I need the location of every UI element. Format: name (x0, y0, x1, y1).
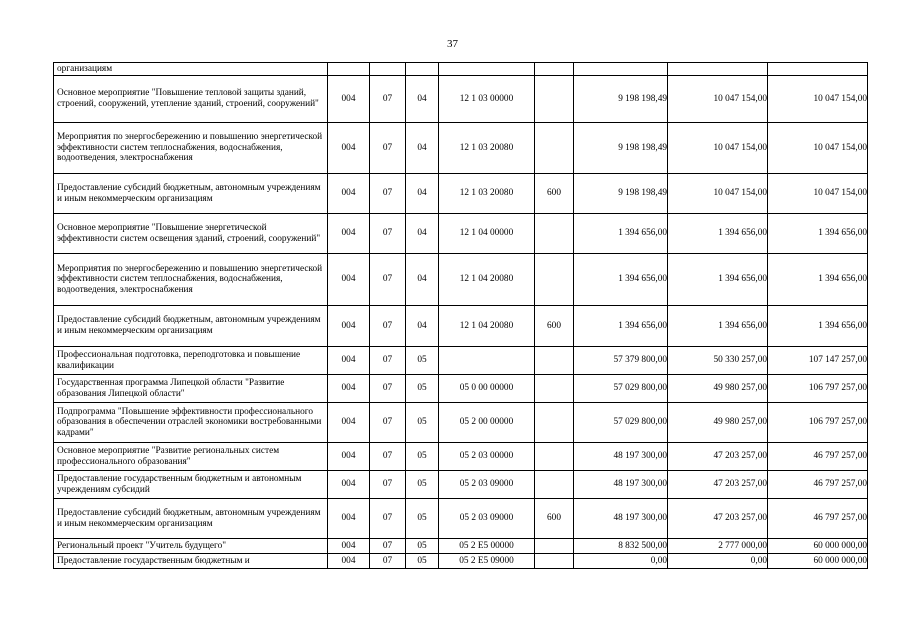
amount-year2-cell: 47 203 257,00 (668, 443, 768, 471)
section-code-cell: 07 (370, 554, 406, 569)
amount-year3-cell: 1 394 656,00 (768, 306, 868, 347)
section-code-cell: 07 (370, 499, 406, 539)
amount-year3-cell (768, 63, 868, 76)
amount-year3-cell: 1 394 656,00 (768, 214, 868, 254)
subsection-code-cell: 05 (406, 347, 439, 375)
amount-year3-cell: 46 797 257,00 (768, 499, 868, 539)
section-code-cell: 07 (370, 403, 406, 443)
amount-year2-cell: 47 203 257,00 (668, 499, 768, 539)
ministry-code-cell: 004 (328, 123, 370, 174)
amount-year1-cell: 48 197 300,00 (574, 471, 668, 499)
amount-year2-cell: 1 394 656,00 (668, 254, 768, 306)
table-row (54, 123, 868, 174)
target-article-cell: 12 1 03 00000 (439, 76, 535, 123)
table-row (54, 76, 868, 123)
target-article-cell: 05 2 03 09000 (439, 499, 535, 539)
expense-type-cell (535, 76, 574, 123)
amount-year2-cell: 10 047 154,00 (668, 123, 768, 174)
row-name-cell: Предоставление субсидий бюджетным, автономным учреждениям и иным некоммерческим организациям (54, 306, 328, 347)
row-name-cell: Основное мероприятие "Повышение энергетической эффективности систем освещения зданий, строений, сооружений" (54, 214, 328, 254)
expense-type-cell: 600 (535, 306, 574, 347)
amount-year2-cell: 10 047 154,00 (668, 76, 768, 123)
table-row (54, 174, 868, 214)
target-article-cell: 05 2 E5 09000 (439, 554, 535, 569)
amount-year2-cell (668, 63, 768, 76)
ministry-code-cell: 004 (328, 499, 370, 539)
target-article-cell: 12 1 04 00000 (439, 214, 535, 254)
section-code-cell: 07 (370, 375, 406, 403)
amount-year2-cell: 1 394 656,00 (668, 306, 768, 347)
target-article-cell: 05 2 00 00000 (439, 403, 535, 443)
amount-year3-cell: 107 147 257,00 (768, 347, 868, 375)
section-code-cell: 07 (370, 254, 406, 306)
subsection-code-cell: 04 (406, 306, 439, 347)
amount-year2-cell: 0,00 (668, 554, 768, 569)
section-code-cell: 07 (370, 443, 406, 471)
expense-type-cell (535, 63, 574, 76)
table-row (54, 443, 868, 471)
subsection-code-cell: 05 (406, 539, 439, 554)
amount-year1-cell: 1 394 656,00 (574, 254, 668, 306)
subsection-code-cell: 04 (406, 123, 439, 174)
row-name-cell: Предоставление субсидий бюджетным, автономным учреждениям и иным некоммерческим организациям (54, 174, 328, 214)
row-name-cell: Предоставление государственным бюджетным и (54, 554, 328, 569)
amount-year1-cell: 0,00 (574, 554, 668, 569)
row-name-cell: организациям (54, 63, 328, 76)
amount-year2-cell: 49 980 257,00 (668, 403, 768, 443)
amount-year2-cell: 47 203 257,00 (668, 471, 768, 499)
target-article-cell: 05 2 E5 00000 (439, 539, 535, 554)
amount-year3-cell: 46 797 257,00 (768, 471, 868, 499)
budget-table (53, 62, 868, 569)
ministry-code-cell: 004 (328, 471, 370, 499)
row-name-cell: Подпрограмма "Повышение эффективности профессионального образования в обеспечении отраслей экономики востребованными кадрами" (54, 403, 328, 443)
amount-year3-cell: 10 047 154,00 (768, 76, 868, 123)
section-code-cell: 07 (370, 539, 406, 554)
ministry-code-cell: 004 (328, 76, 370, 123)
row-name-cell: Профессиональная подготовка, переподготовка и повышение квалификации (54, 347, 328, 375)
expense-type-cell (535, 254, 574, 306)
table-row (54, 306, 868, 347)
expense-type-cell (535, 471, 574, 499)
row-name-cell: Предоставление государственным бюджетным и автономным учреждениям субсидий (54, 471, 328, 499)
row-name-cell: Мероприятия по энергосбережению и повышению энергетической эффективности систем теплоснабжения, водоснабжения, водоотведения, электроснабжения (54, 254, 328, 306)
section-code-cell: 07 (370, 123, 406, 174)
target-article-cell: 12 1 03 20080 (439, 174, 535, 214)
expense-type-cell (535, 375, 574, 403)
subsection-code-cell: 05 (406, 443, 439, 471)
subsection-code-cell: 04 (406, 214, 439, 254)
amount-year3-cell: 1 394 656,00 (768, 254, 868, 306)
table-row (54, 375, 868, 403)
amount-year1-cell: 48 197 300,00 (574, 443, 668, 471)
amount-year3-cell: 60 000 000,00 (768, 554, 868, 569)
amount-year1-cell: 9 198 198,49 (574, 123, 668, 174)
amount-year3-cell: 106 797 257,00 (768, 403, 868, 443)
amount-year1-cell: 57 029 800,00 (574, 375, 668, 403)
amount-year1-cell: 9 198 198,49 (574, 174, 668, 214)
target-article-cell: 05 2 03 00000 (439, 443, 535, 471)
row-name-cell: Региональный проект "Учитель будущего" (54, 539, 328, 554)
amount-year1-cell: 57 029 800,00 (574, 403, 668, 443)
row-name-cell: Мероприятия по энергосбережению и повышению энергетической эффективности систем теплоснабжения, водоснабжения, водоотведения, электроснабжения (54, 123, 328, 174)
ministry-code-cell (328, 63, 370, 76)
amount-year1-cell: 57 379 800,00 (574, 347, 668, 375)
ministry-code-cell: 004 (328, 403, 370, 443)
target-article-cell (439, 347, 535, 375)
amount-year2-cell: 10 047 154,00 (668, 174, 768, 214)
amount-year2-cell: 49 980 257,00 (668, 375, 768, 403)
expense-type-cell (535, 123, 574, 174)
section-code-cell: 07 (370, 76, 406, 123)
amount-year1-cell: 48 197 300,00 (574, 499, 668, 539)
amount-year2-cell: 2 777 000,00 (668, 539, 768, 554)
table-row (54, 403, 868, 443)
table-row (54, 214, 868, 254)
page-number: 37 (447, 38, 458, 50)
row-name-cell: Основное мероприятие "Развитие региональных систем профессионального образования" (54, 443, 328, 471)
ministry-code-cell: 004 (328, 443, 370, 471)
budget-table-body (54, 63, 868, 569)
amount-year3-cell: 10 047 154,00 (768, 174, 868, 214)
section-code-cell: 07 (370, 174, 406, 214)
ministry-code-cell: 004 (328, 254, 370, 306)
section-code-cell (370, 63, 406, 76)
ministry-code-cell: 004 (328, 375, 370, 403)
expense-type-cell (535, 403, 574, 443)
section-code-cell: 07 (370, 214, 406, 254)
expense-type-cell: 600 (535, 499, 574, 539)
row-name-cell: Основное мероприятие "Повышение тепловой защиты зданий, строений, сооружений, утепление зданий, строений, сооружений" (54, 76, 328, 123)
amount-year3-cell: 10 047 154,00 (768, 123, 868, 174)
amount-year1-cell: 1 394 656,00 (574, 214, 668, 254)
table-row (54, 63, 868, 76)
section-code-cell: 07 (370, 347, 406, 375)
target-article-cell: 12 1 03 20080 (439, 123, 535, 174)
expense-type-cell (535, 539, 574, 554)
target-article-cell: 12 1 04 20080 (439, 254, 535, 306)
subsection-code-cell: 04 (406, 254, 439, 306)
amount-year1-cell: 8 832 500,00 (574, 539, 668, 554)
amount-year3-cell: 60 000 000,00 (768, 539, 868, 554)
ministry-code-cell: 004 (328, 539, 370, 554)
subsection-code-cell: 04 (406, 76, 439, 123)
table-row (54, 554, 868, 569)
amount-year2-cell: 1 394 656,00 (668, 214, 768, 254)
table-row (54, 499, 868, 539)
section-code-cell: 07 (370, 306, 406, 347)
row-name-cell: Государственная программа Липецкой области "Развитие образования Липецкой области" (54, 375, 328, 403)
expense-type-cell (535, 347, 574, 375)
amount-year1-cell: 1 394 656,00 (574, 306, 668, 347)
target-article-cell: 05 2 03 09000 (439, 471, 535, 499)
subsection-code-cell (406, 63, 439, 76)
amount-year1-cell: 9 198 198,49 (574, 76, 668, 123)
target-article-cell: 12 1 04 20080 (439, 306, 535, 347)
ministry-code-cell: 004 (328, 214, 370, 254)
subsection-code-cell: 05 (406, 471, 439, 499)
expense-type-cell (535, 214, 574, 254)
table-row (54, 539, 868, 554)
ministry-code-cell: 004 (328, 347, 370, 375)
amount-year1-cell (574, 63, 668, 76)
subsection-code-cell: 05 (406, 554, 439, 569)
expense-type-cell: 600 (535, 174, 574, 214)
expense-type-cell (535, 443, 574, 471)
ministry-code-cell: 004 (328, 174, 370, 214)
subsection-code-cell: 04 (406, 174, 439, 214)
subsection-code-cell: 05 (406, 375, 439, 403)
amount-year3-cell: 46 797 257,00 (768, 443, 868, 471)
section-code-cell: 07 (370, 471, 406, 499)
expense-type-cell (535, 554, 574, 569)
amount-year2-cell: 50 330 257,00 (668, 347, 768, 375)
table-row (54, 471, 868, 499)
target-article-cell (439, 63, 535, 76)
table-row (54, 254, 868, 306)
amount-year3-cell: 106 797 257,00 (768, 375, 868, 403)
row-name-cell: Предоставление субсидий бюджетным, автономным учреждениям и иным некоммерческим организациям (54, 499, 328, 539)
subsection-code-cell: 05 (406, 499, 439, 539)
subsection-code-cell: 05 (406, 403, 439, 443)
target-article-cell: 05 0 00 00000 (439, 375, 535, 403)
table-row (54, 347, 868, 375)
ministry-code-cell: 004 (328, 306, 370, 347)
ministry-code-cell: 004 (328, 554, 370, 569)
